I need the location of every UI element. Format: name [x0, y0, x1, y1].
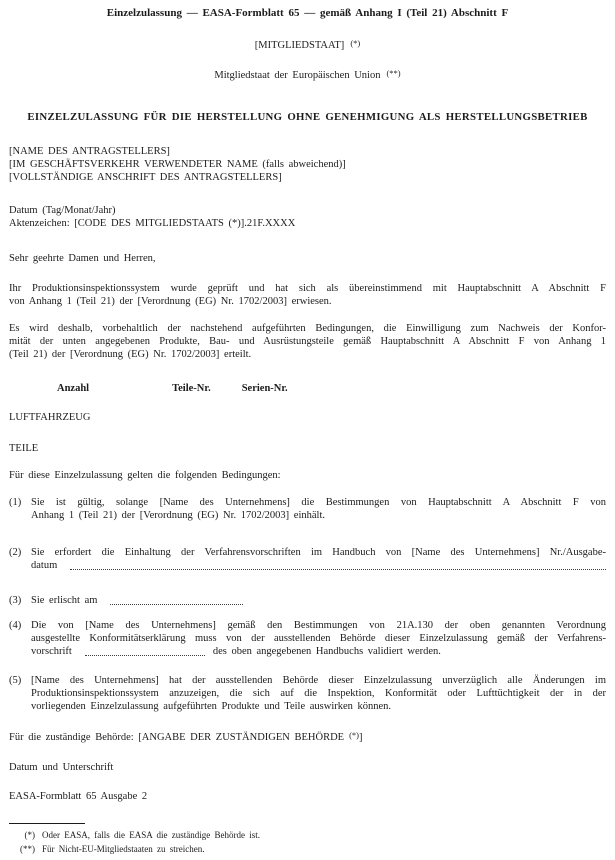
text-line: von Anhang 1 (Teil 21) der [Verordnung (EG) Nr. 1702/2003] erwiesen. [9, 296, 332, 307]
text-segment: datum [31, 560, 58, 571]
footnote-ref-authority: (*) [349, 730, 360, 740]
signature-line: Datum und Unterschrift [9, 762, 114, 773]
condition-body [31, 674, 606, 713]
footnote-marker: (**) [20, 843, 35, 854]
condition-number: (4) [9, 620, 22, 631]
condition-body [31, 619, 606, 658]
date-line: Datum (Tag/Monat/Jahr) [9, 205, 116, 216]
footnote-marker: (*) [24, 830, 35, 840]
text-line: mität der unten angegebenen Produkte, Bau- und Ausrüstungsteile gemäß Hauptabschnitt A Abschnitt F von Anhang 1 [9, 336, 606, 347]
condition-body [31, 546, 606, 572]
member-state-text: [MITGLIEDSTAAT] [254, 40, 345, 51]
condition-item [9, 546, 606, 572]
authority-line [9, 731, 606, 744]
member-state-line [9, 39, 606, 52]
text-line: [VOLLSTÄNDIGE ANSCHRIFT DES ANTRAGSTELLERS] [9, 172, 282, 183]
condition-item [9, 619, 606, 658]
text-line: [IM GESCHÄFTSVERKEHR VERWENDETER NAME (falls abweichend)] [9, 159, 346, 170]
text-line: ausgestellte Konformitätserklärung muss von der ausstellenden Behörde dieser Einzelzulassung gemäß der Verfahrens- [31, 633, 606, 644]
parts-table-header [9, 382, 606, 395]
authority-text: Für die zuständige Behörde: [ANGABE DER ZUSTÄNDIGEN BEHÖRDE [9, 732, 345, 743]
paragraph-inspection-system [9, 282, 606, 308]
condition-item [9, 496, 606, 522]
text-line: Produktionsinspektionssystem anzuzeigen, die sich auf die Inspektion, Konformität oder Lufttüchtigkeit der in der [31, 688, 606, 699]
text-line: Anhang 1 (Teil 21) der [Verordnung (EG) Nr. 1702/2003] einhält. [31, 510, 325, 521]
footnote-text: Oder EASA, falls die EASA die zuständige Behörde ist. [42, 830, 260, 840]
text-line: Es wird deshalb, vorbehaltlich der nachstehend aufgeführten Bedingungen, die Einwilligung zum Nachweis der Konfor- [9, 323, 606, 334]
dotted-leader [70, 561, 606, 570]
condition-number: (5) [9, 675, 22, 686]
date-reference-block [9, 204, 606, 230]
text-segment: Sie erlischt am [31, 595, 98, 606]
conditions-intro: Für diese Einzelzulassung gelten die folgenden Bedingungen: [9, 470, 281, 481]
footnote-ref-asterisk: (*) [350, 38, 361, 48]
eu-member-subtitle [9, 69, 606, 82]
table-header-teile-nr-: Teile-Nr. [172, 383, 211, 394]
text-line: Ihr Produktionsinspektionssystem wurde geprüft und hat sich als übereinstimmend mit Hauptabschnitt A Abschnitt F [9, 283, 606, 294]
paragraph-consent [9, 322, 606, 361]
document-title: Einzelzulassung — EASA-Formblatt 65 — gemäß Anhang I (Teil 21) Abschnitt F [106, 7, 509, 19]
reference-line: Aktenzeichen: [CODE DES MITGLIEDSTAATS (*)].21F.XXXX [9, 218, 296, 229]
footnote-ref-double-asterisk: (**) [386, 68, 401, 78]
table-header-anzahl: Anzahl [57, 383, 90, 394]
footnote [9, 843, 606, 857]
dotted-entry-line [31, 594, 606, 607]
table-row-aircraft: LUFTFAHRZEUG [9, 412, 91, 423]
form-footer: EASA-Formblatt 65 Ausgabe 2 [9, 791, 148, 802]
salutation: Sehr geehrte Damen und Herren, [9, 253, 156, 264]
text-segment: des oben angegebenen Handbuchs validiert werden. [212, 646, 441, 657]
dotted-leader [110, 596, 243, 605]
text-segment: vorschrift [31, 646, 72, 657]
eu-member-subtitle-text: Mitgliedstaat der Europäischen Union [214, 70, 381, 81]
condition-body [31, 496, 606, 522]
condition-number: (2) [9, 547, 22, 558]
condition-item [9, 594, 606, 607]
text-line: vorliegenden Einzelzulassung aufgeführten Produkte und Teile auswirken können. [31, 701, 392, 712]
text-line: [Name des Unternehmens] hat der ausstellenden Behörde dieser Einzelzulassung unverzüglich alle Änderungen im [31, 675, 606, 686]
footnote-divider [9, 823, 85, 824]
text-line: (Teil 21) der [Verordnung (EG) Nr. 1702/2003] erteilt. [9, 349, 252, 360]
dotted-entry-line [31, 559, 606, 572]
dotted-leader [85, 647, 205, 656]
condition-number: (3) [9, 595, 22, 606]
conditions-list [9, 496, 606, 713]
main-heading: EINZELZULASSUNG FÜR DIE HERSTELLUNG OHNE GENEHMIGUNG ALS HERSTELLUNGSBETRIEB [27, 111, 588, 123]
condition-body [31, 594, 606, 607]
footnote-text: Für Nicht-EU-Mitgliedstaaten zu streichen. [42, 843, 205, 854]
text-line: Die von [Name des Unternehmens] gemäß den Bestimmungen von 21A.130 der oben genannten Verordnung [31, 620, 606, 631]
footnotes-block [9, 829, 606, 856]
table-header-serien-nr-: Serien-Nr. [241, 383, 288, 394]
text-line: Sie ist gültig, solange [Name des Unternehmens] die Bestimmungen von Hauptabschnitt A Abschnitt F von [31, 497, 606, 508]
authority-suffix: ] [359, 732, 363, 743]
footnote [9, 829, 606, 843]
condition-item [9, 674, 606, 713]
text-line: [NAME DES ANTRAGSTELLERS] [9, 146, 170, 157]
applicant-block [9, 145, 606, 184]
dotted-entry-line [31, 645, 606, 658]
table-row-parts: TEILE [9, 443, 39, 454]
text-line: Sie erfordert die Einhaltung der Verfahrensvorschriften im Handbuch von [Name des Unternehmens] Nr./Ausgabe- [31, 547, 606, 558]
condition-number: (1) [9, 497, 22, 508]
